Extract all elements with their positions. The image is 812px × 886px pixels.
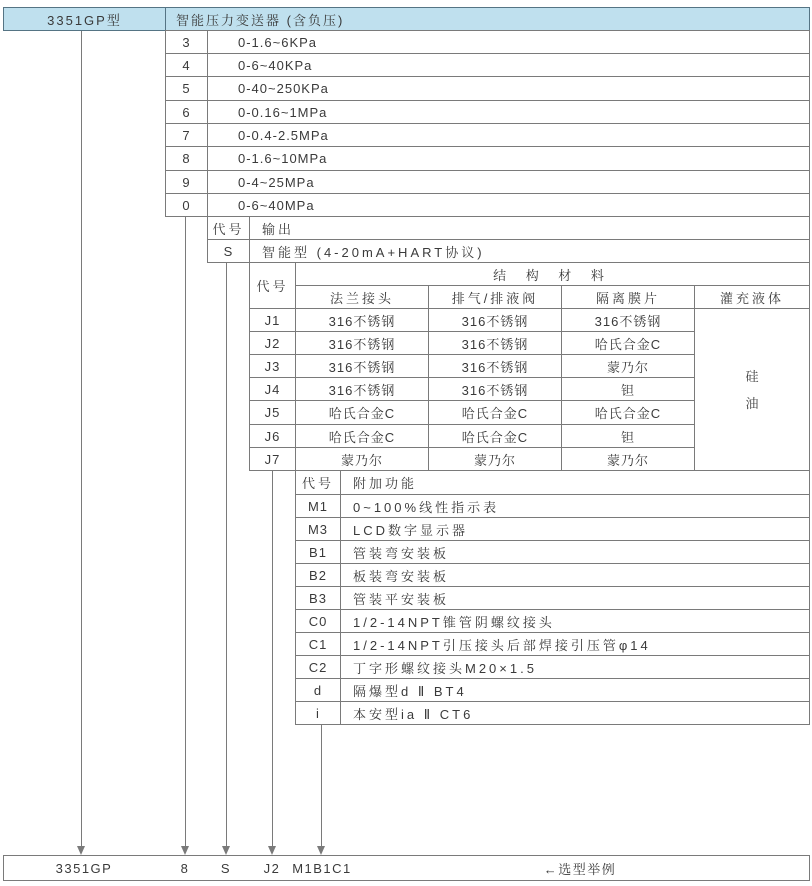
option-label: 0~100%线性指示表 bbox=[340, 494, 810, 518]
leader-line-material bbox=[272, 470, 273, 846]
model-name: 3351GP型 bbox=[47, 12, 122, 28]
output-code-header: 代号 bbox=[207, 216, 250, 240]
range-label: 0-1.6~6KPa bbox=[207, 30, 810, 54]
material-diaphragm: 钽 bbox=[561, 377, 695, 401]
option-label: 管装平安装板 bbox=[340, 586, 810, 610]
materials-col-diaphragm: 隔离膜片 bbox=[561, 285, 695, 309]
example-range-code: 8 bbox=[180, 860, 190, 876]
option-code: B2 bbox=[295, 563, 341, 587]
option-label: 板装弯安装板 bbox=[340, 563, 810, 587]
example-output-code: S bbox=[220, 860, 232, 876]
range-code: 9 bbox=[165, 170, 208, 194]
materials-col-fluid: 灌充液体 bbox=[694, 285, 810, 309]
option-code: d bbox=[295, 678, 341, 702]
material-flange: 哈氏合金C bbox=[295, 400, 429, 425]
materials-group-header: 结 构 材 料 bbox=[295, 262, 810, 286]
range-label: 0-40~250KPa bbox=[207, 76, 810, 101]
material-flange: 蒙乃尔 bbox=[295, 447, 429, 471]
option-code: i bbox=[295, 701, 341, 725]
option-code: C0 bbox=[295, 609, 341, 633]
material-diaphragm: 蒙乃尔 bbox=[561, 447, 695, 471]
example-model: 3351GP bbox=[55, 860, 113, 876]
material-diaphragm: 钽 bbox=[561, 424, 695, 448]
range-code: 4 bbox=[165, 53, 208, 77]
arrow-down-icon bbox=[77, 846, 85, 855]
material-diaphragm: 蒙乃尔 bbox=[561, 354, 695, 378]
arrow-down-icon bbox=[317, 846, 325, 855]
material-flange: 316不锈钢 bbox=[295, 308, 429, 332]
material-code: J5 bbox=[249, 400, 296, 425]
option-code: C1 bbox=[295, 632, 341, 656]
materials-code-header: 代号 bbox=[249, 262, 296, 309]
example-note: ←选型举例 bbox=[543, 861, 617, 877]
material-valve: 316不锈钢 bbox=[428, 354, 562, 378]
material-diaphragm: 哈氏合金C bbox=[561, 331, 695, 355]
range-label: 0-0.4-2.5MPa bbox=[207, 123, 810, 147]
options-header: 附加功能 bbox=[340, 470, 810, 495]
range-code: 6 bbox=[165, 100, 208, 124]
range-label: 0-6~40MPa bbox=[207, 193, 810, 217]
product-title: 智能压力变送器 (含负压) bbox=[176, 12, 345, 28]
arrow-down-icon bbox=[222, 846, 230, 855]
option-label: 丁字形螺纹接头M20×1.5 bbox=[340, 655, 810, 679]
option-code: M1 bbox=[295, 494, 341, 518]
example-material-code: J2 bbox=[263, 860, 281, 876]
arrow-down-icon bbox=[268, 846, 276, 855]
option-label: LCD数字显示器 bbox=[340, 517, 810, 541]
material-valve: 哈氏合金C bbox=[428, 400, 562, 425]
material-diaphragm: 316不锈钢 bbox=[561, 308, 695, 332]
material-valve: 316不锈钢 bbox=[428, 331, 562, 355]
output-code: S bbox=[207, 239, 250, 263]
material-flange: 316不锈钢 bbox=[295, 354, 429, 378]
option-code: C2 bbox=[295, 655, 341, 679]
material-valve: 316不锈钢 bbox=[428, 377, 562, 401]
option-code: B3 bbox=[295, 586, 341, 610]
material-valve: 316不锈钢 bbox=[428, 308, 562, 332]
options-code-header: 代号 bbox=[295, 470, 341, 495]
option-label: 本安型ia Ⅱ CT6 bbox=[340, 701, 810, 725]
arrow-down-icon bbox=[181, 846, 189, 855]
range-code: 5 bbox=[165, 76, 208, 101]
material-valve: 哈氏合金C bbox=[428, 424, 562, 448]
material-flange: 哈氏合金C bbox=[295, 424, 429, 448]
material-valve: 蒙乃尔 bbox=[428, 447, 562, 471]
option-label: 1/2-14NPT锥管阴螺纹接头 bbox=[340, 609, 810, 633]
option-code: B1 bbox=[295, 540, 341, 564]
output-label: 智能型 (4-20mA+HART协议) bbox=[249, 239, 810, 263]
output-header: 输出 bbox=[249, 216, 810, 240]
material-code: J1 bbox=[249, 308, 296, 332]
range-label: 0-1.6~10MPa bbox=[207, 146, 810, 171]
option-code: M3 bbox=[295, 517, 341, 541]
model-header-cell bbox=[3, 7, 166, 31]
option-label: 隔爆型d Ⅱ BT4 bbox=[340, 678, 810, 702]
material-fill-fluid bbox=[694, 308, 810, 471]
range-code: 0 bbox=[165, 193, 208, 217]
range-code: 3 bbox=[165, 30, 208, 54]
material-code: J4 bbox=[249, 377, 296, 401]
leader-line-output bbox=[226, 262, 227, 846]
material-flange: 316不锈钢 bbox=[295, 331, 429, 355]
option-label: 1/2-14NPT引压接头后部焊接引压管φ14 bbox=[340, 632, 810, 656]
leader-line-range bbox=[185, 216, 186, 846]
product-title-cell bbox=[165, 7, 810, 31]
leader-line-model bbox=[81, 31, 82, 846]
range-code: 7 bbox=[165, 123, 208, 147]
option-label: 管装弯安装板 bbox=[340, 540, 810, 564]
material-code: J2 bbox=[249, 331, 296, 355]
range-label: 0-6~40KPa bbox=[207, 53, 810, 77]
range-code: 8 bbox=[165, 146, 208, 171]
example-options-code: M1B1C1 bbox=[292, 860, 352, 876]
range-label: 0-0.16~1MPa bbox=[207, 100, 810, 124]
range-label: 0-4~25MPa bbox=[207, 170, 810, 194]
material-diaphragm: 哈氏合金C bbox=[561, 400, 695, 425]
material-code: J7 bbox=[249, 447, 296, 471]
material-code: J6 bbox=[249, 424, 296, 448]
materials-col-valve: 排气/排液阀 bbox=[428, 285, 562, 309]
material-flange: 316不锈钢 bbox=[295, 377, 429, 401]
fill-fluid-value: 硅油 bbox=[745, 368, 759, 411]
materials-col-flange: 法兰接头 bbox=[295, 285, 429, 309]
leader-line-options bbox=[321, 724, 322, 846]
material-code: J3 bbox=[249, 354, 296, 378]
